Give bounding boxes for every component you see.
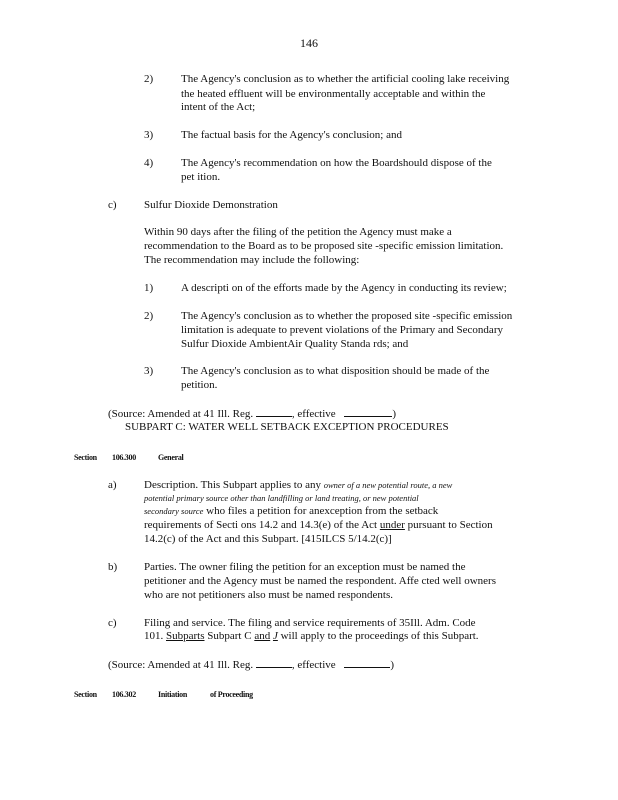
source-note-1 (108, 406, 396, 421)
subsection-a-line-4-post: pursuant to Section (404, 519, 493, 531)
subsection-a-line-1-text: Description. This Subpart applies to any (144, 479, 321, 491)
source-note-2 (108, 657, 394, 672)
subsection-c2-and: and (254, 630, 271, 642)
subsection-a-line-4-underlined: under (379, 519, 405, 531)
subsection-c-para-3: The recommendation may include the following: (144, 254, 360, 266)
item-2-number: 2) (144, 73, 154, 85)
item-4-line-1: The Agency's recommendation on how the Boardshould dispose of the (181, 157, 492, 169)
sub-item-2-line-2: limitation is adequate to prevent violations of the Primary and Secondary (181, 324, 503, 336)
source-note-2-prefix: (Source: Amended at 41 Ill. Reg. (108, 659, 254, 671)
subsection-c2-subparts-struck: Subparts (166, 630, 205, 642)
section-106-302-heading (74, 688, 253, 702)
sub-item-2-number: 2) (144, 310, 154, 322)
subsection-c2-line-1: Filing and service. The filing and service requirements of 35Ill. Adm. Code (144, 617, 476, 629)
source-note-1-end: ) (392, 408, 397, 420)
subsection-b-label: b) (108, 561, 118, 573)
section-label: Section (74, 453, 97, 462)
subsection-a-line-4-text: requirements of Secti ons 14.2 and 14.3(e) of the Act (144, 519, 378, 531)
item-2-line-1: The Agency's conclusion as to whether the artificial cooling lake receiving (181, 73, 510, 85)
subsection-c2-j: J (272, 630, 278, 642)
section-number: 106.302 (112, 690, 136, 699)
section-number: 106.300 (112, 453, 136, 462)
item-2-line-2: the heated effluent will be environmentally acceptable and within the (181, 88, 486, 100)
item-4-number: 4) (144, 157, 154, 169)
subsection-c2-line-2-post: will apply to the proceedings of this Subpart. (277, 630, 479, 642)
subsection-a-line-5: 14.2(c) of the Act and this Subpart. [415ILCS 5/14.2(c)] (144, 533, 392, 545)
item-2-line-3: intent of the Act; (181, 101, 256, 113)
section-title: General (158, 453, 184, 462)
section-title-a: Initiation (158, 690, 188, 699)
subsection-b-line-2: petitioner and the Agency must be named the respondent. Affe cted well owners (144, 575, 496, 587)
subsection-b-line-3: who are not petitioners also must be named respondents. (144, 589, 393, 601)
sub-item-2-line-1: The Agency's conclusion as to whether the proposed site -specific emission (181, 310, 513, 322)
sub-item-2-line-3: Sulfur Dioxide AmbientAir Quality Standa rds; and (181, 338, 409, 350)
source-note-1-prefix: (Source: Amended at 41 Ill. Reg. (108, 408, 254, 420)
subsection-c-para-1: Within 90 days after the filing of the petition the Agency must make a (144, 226, 452, 238)
section-title-b: of Proceeding (210, 690, 253, 699)
subsection-a-line-1 (144, 478, 452, 492)
item-4-line-2: pet ition. (181, 171, 221, 183)
source-note-1-effective: , effective (291, 408, 336, 420)
subsection-c2-line-2-pre: 101. (144, 630, 164, 642)
sub-item-1-line-1: A descripti on of the efforts made by the Agency in conducting its review; (181, 282, 507, 294)
sub-item-1-number: 1) (144, 282, 154, 294)
subsection-a-line-3-text: who files a petition for anexception from the setback (203, 505, 439, 517)
subsection-a-line-3 (144, 504, 438, 518)
subsection-c-para-2: recommendation to the Board as to be proposed site -specific emission limitation. (144, 240, 504, 252)
section-106-300-heading (74, 451, 184, 465)
subsection-c-heading: Sulfur Dioxide Demonstration (144, 199, 278, 211)
item-3-line-1: The factual basis for the Agency's conclusion; and (181, 129, 402, 141)
subsection-c2-line-2 (144, 629, 479, 643)
sub-item-3-line-2: petition. (181, 379, 218, 391)
subsection-c-label: c) (108, 199, 117, 211)
item-3-number: 3) (144, 129, 154, 141)
sub-item-3-line-1: The Agency's conclusion as to what disposition should be made of the (181, 365, 490, 377)
subsection-a-line-2: potential primary source other than landfilling or land treating, or new potential (144, 493, 419, 503)
subsection-c2-line-2-mid: Subpart C (204, 630, 252, 642)
source-note-2-end: ) (390, 659, 395, 671)
section-label: Section (74, 690, 97, 699)
page-number: 146 (300, 36, 318, 50)
subsection-c2-label: c) (108, 617, 117, 629)
subsection-a-label: a) (108, 479, 117, 491)
subsection-a-line-1-italic: owner of a new potential route, a new (323, 480, 453, 490)
subsection-a-line-3-italic: secondary source (144, 506, 204, 516)
sub-item-3-number: 3) (144, 365, 154, 377)
subpart-title: SUBPART C: WATER WELL SETBACK EXCEPTION PROCEDURES (125, 421, 449, 433)
subsection-a-line-4 (144, 518, 493, 532)
source-note-2-effective: , effective (291, 659, 336, 671)
subsection-b-line-1: Parties. The owner filing the petition for an exception must be named the (144, 561, 466, 573)
